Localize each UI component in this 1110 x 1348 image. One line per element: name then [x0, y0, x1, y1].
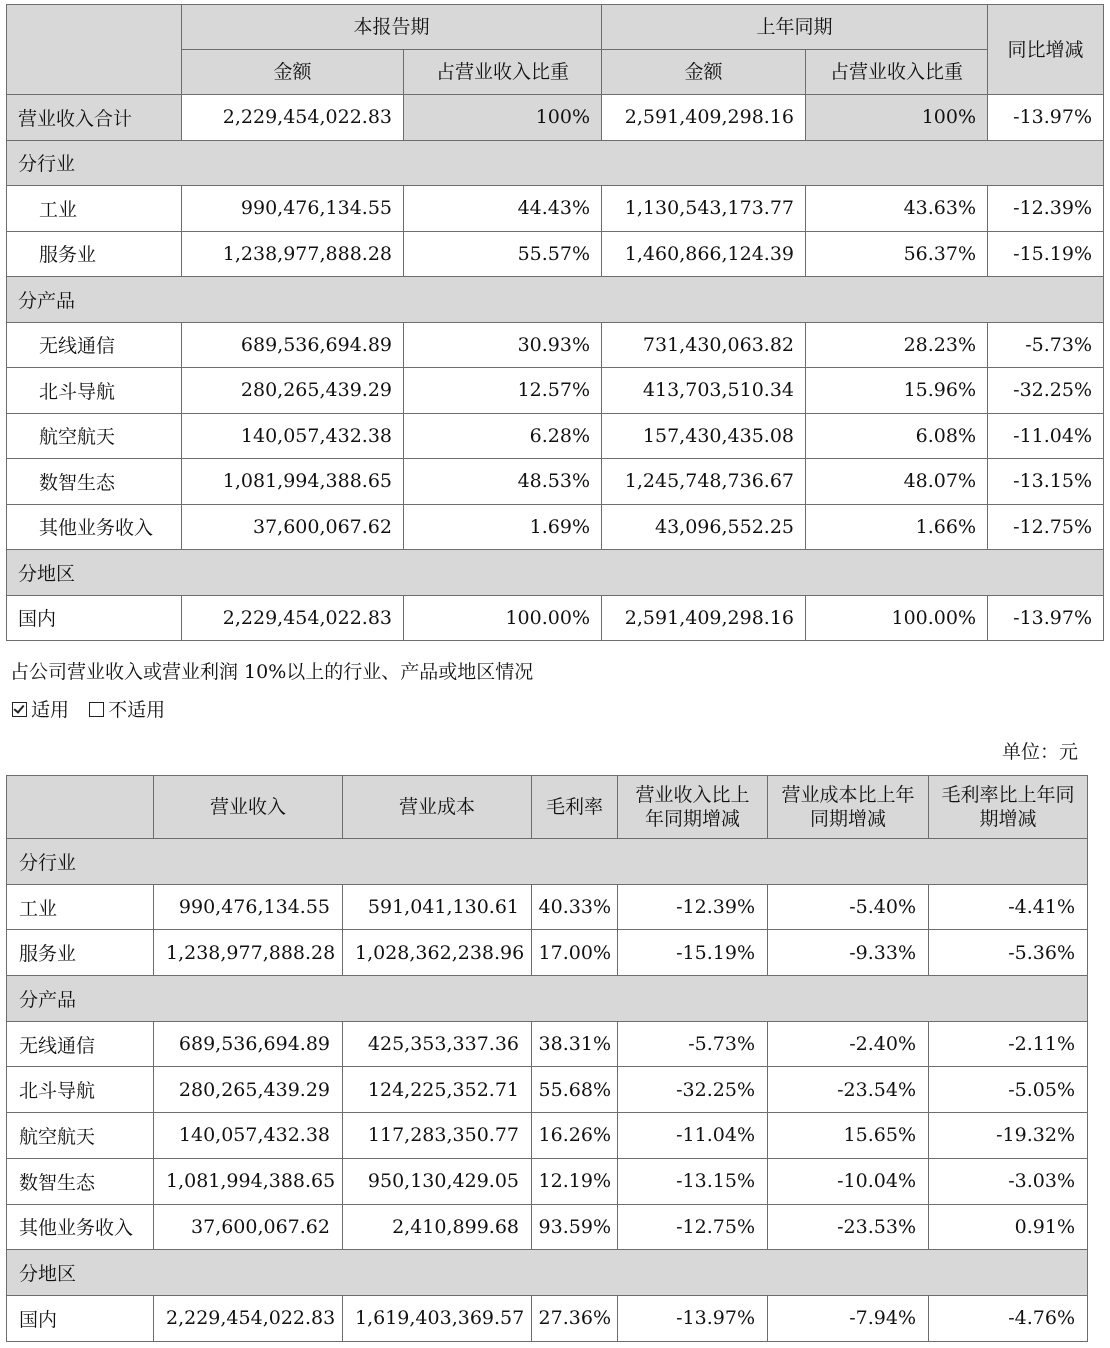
- revenue-cell: 689,536,694.89: [154, 1021, 343, 1067]
- margin-cell: 40.33%: [532, 884, 618, 930]
- gross-margin-table: [6, 775, 1088, 1342]
- corner-header: [7, 5, 182, 95]
- margin-yoy-cell: -3.03%: [929, 1158, 1088, 1204]
- prev-amount-cell: 43,096,552.25: [602, 504, 806, 550]
- cur-amount-cell: 1,081,994,388.65: [182, 459, 404, 505]
- row-label: 航空航天: [7, 413, 182, 459]
- prev-share-cell: 43.63%: [806, 186, 988, 232]
- table-row: [7, 413, 1104, 459]
- row-label: 国内: [7, 1295, 154, 1341]
- corner-header: [7, 776, 154, 839]
- unit-label: 单位：元: [1001, 741, 1078, 763]
- row-label: 数智生态: [7, 459, 182, 505]
- prev-share-cell: 1.66%: [806, 504, 988, 550]
- section-title: 分行业: [7, 839, 1088, 885]
- revenue-cell: 1,081,994,388.65: [154, 1158, 343, 1204]
- row-label: 服务业: [7, 930, 154, 976]
- cost-yoy-cell: -5.40%: [768, 884, 929, 930]
- cost-yoy-cell: -23.53%: [768, 1204, 929, 1250]
- cur-share-cell: 6.28%: [404, 413, 602, 459]
- section-title: 分产品: [7, 277, 1104, 323]
- note-text: 占公司营业收入或营业利润 10%以上的行业、产品或地区情况: [10, 661, 534, 683]
- margin-header: 毛利率: [532, 776, 618, 839]
- prev-amount-cell: 157,430,435.08: [602, 413, 806, 459]
- section-title: 分产品: [7, 976, 1088, 1022]
- margin-yoy-cell: -5.05%: [929, 1067, 1088, 1113]
- table-row: [7, 1113, 1088, 1159]
- yoy-cell: -12.75%: [988, 504, 1104, 550]
- table-row: [7, 322, 1104, 368]
- margin-cell: 27.36%: [532, 1295, 618, 1341]
- table-row: [7, 1067, 1088, 1113]
- margin-cell: 93.59%: [532, 1204, 618, 1250]
- section-row: [7, 1250, 1088, 1296]
- table-row: [7, 930, 1088, 976]
- row-label: 其他业务收入: [7, 504, 182, 550]
- prev-share-cell: 100%: [806, 95, 988, 141]
- cost-yoy-header: 营业成本比上年同期增减: [768, 776, 929, 839]
- margin-yoy-cell: -2.11%: [929, 1021, 1088, 1067]
- cur-amount-cell: 2,229,454,022.83: [182, 595, 404, 641]
- cost-yoy-cell: -23.54%: [768, 1067, 929, 1113]
- prev-amount-cell: 1,245,748,736.67: [602, 459, 806, 505]
- revenue-yoy-header: 营业收入比上年同期增减: [618, 776, 768, 839]
- row-label: 北斗导航: [7, 368, 182, 414]
- yoy-cell: -15.19%: [988, 231, 1104, 277]
- yoy-cell: -32.25%: [988, 368, 1104, 414]
- prev-share-cell: 100.00%: [806, 595, 988, 641]
- row-label: 航空航天: [7, 1113, 154, 1159]
- cur-amount-cell: 689,536,694.89: [182, 322, 404, 368]
- revenue-yoy-cell: -12.75%: [618, 1204, 768, 1250]
- prev-share-cell: 56.37%: [806, 231, 988, 277]
- table-row: [7, 459, 1104, 505]
- row-label: 无线通信: [7, 322, 182, 368]
- cost-cell: 950,130,429.05: [343, 1158, 532, 1204]
- revenue-cell: 37,600,067.62: [154, 1204, 343, 1250]
- prior-share-header: 占营业收入比重: [806, 50, 988, 95]
- margin-yoy-cell: -5.36%: [929, 930, 1088, 976]
- revenue-yoy-cell: -11.04%: [618, 1113, 768, 1159]
- prev-amount-cell: 1,460,866,124.39: [602, 231, 806, 277]
- cur-amount-cell: 990,476,134.55: [182, 186, 404, 232]
- prev-amount-cell: 2,591,409,298.16: [602, 595, 806, 641]
- table-row: [7, 1204, 1088, 1250]
- row-label: 北斗导航: [7, 1067, 154, 1113]
- table-row: [7, 1158, 1088, 1204]
- cost-cell: 425,353,337.36: [343, 1021, 532, 1067]
- applicable-checkbox-icon[interactable]: [12, 702, 27, 717]
- cost-yoy-cell: -9.33%: [768, 930, 929, 976]
- prev-share-cell: 6.08%: [806, 413, 988, 459]
- revenue-yoy-cell: -32.25%: [618, 1067, 768, 1113]
- section-row: [7, 839, 1088, 885]
- row-label: 无线通信: [7, 1021, 154, 1067]
- not-applicable-label: 不适用: [108, 699, 166, 721]
- row-label: 工业: [7, 186, 182, 232]
- margin-yoy-cell: -4.41%: [929, 884, 1088, 930]
- cost-yoy-cell: -7.94%: [768, 1295, 929, 1341]
- revenue-cell: 2,229,454,022.83: [154, 1295, 343, 1341]
- margin-cell: 16.26%: [532, 1113, 618, 1159]
- cost-cell: 2,410,899.68: [343, 1204, 532, 1250]
- table-row: [7, 231, 1104, 277]
- section-row: [7, 550, 1104, 596]
- section-row: [7, 277, 1104, 323]
- prev-share-cell: 28.23%: [806, 322, 988, 368]
- cur-amount-cell: 2,229,454,022.83: [182, 95, 404, 141]
- margin-cell: 38.31%: [532, 1021, 618, 1067]
- margin-cell: 55.68%: [532, 1067, 618, 1113]
- cost-cell: 591,041,130.61: [343, 884, 532, 930]
- margin-yoy-cell: 0.91%: [929, 1204, 1088, 1250]
- table-row: [7, 186, 1104, 232]
- yoy-cell: -13.15%: [988, 459, 1104, 505]
- cost-yoy-cell: 15.65%: [768, 1113, 929, 1159]
- cost-cell: 1,028,362,238.96: [343, 930, 532, 976]
- cur-share-cell: 100%: [404, 95, 602, 141]
- revenue-yoy-cell: -5.73%: [618, 1021, 768, 1067]
- row-label: 工业: [7, 884, 154, 930]
- table-row: [7, 884, 1088, 930]
- prev-amount-cell: 1,130,543,173.77: [602, 186, 806, 232]
- applicable-label: 适用: [31, 699, 70, 721]
- cur-amount-cell: 280,265,439.29: [182, 368, 404, 414]
- prev-amount-cell: 413,703,510.34: [602, 368, 806, 414]
- cur-share-cell: 44.43%: [404, 186, 602, 232]
- row-label: 国内: [7, 595, 182, 641]
- cur-amount-cell: 140,057,432.38: [182, 413, 404, 459]
- margin-yoy-cell: -4.76%: [929, 1295, 1088, 1341]
- margin-cell: 17.00%: [532, 930, 618, 976]
- applicability-options: [10, 695, 165, 722]
- section-title: 分行业: [7, 140, 1104, 186]
- section-row: [7, 976, 1088, 1022]
- margin-cell: 12.19%: [532, 1158, 618, 1204]
- yoy-cell: -13.97%: [988, 95, 1104, 141]
- yoy-cell: -13.97%: [988, 595, 1104, 641]
- cur-share-cell: 30.93%: [404, 322, 602, 368]
- yoy-change-header: 同比增减: [988, 5, 1104, 95]
- cur-share-cell: 55.57%: [404, 231, 602, 277]
- cur-amount-cell: 1,238,977,888.28: [182, 231, 404, 277]
- not-applicable-checkbox-icon[interactable]: [89, 702, 104, 717]
- revenue-composition-table: [6, 4, 1104, 641]
- prev-share-cell: 48.07%: [806, 459, 988, 505]
- revenue-cell: 1,238,977,888.28: [154, 930, 343, 976]
- margin-yoy-cell: -19.32%: [929, 1113, 1088, 1159]
- cost-header: 营业成本: [343, 776, 532, 839]
- current-amount-header: 金额: [182, 50, 404, 95]
- margin-yoy-header: 毛利率比上年同期增减: [929, 776, 1088, 839]
- cur-share-cell: 48.53%: [404, 459, 602, 505]
- revenue-header: 营业收入: [154, 776, 343, 839]
- section-title: 分地区: [7, 550, 1104, 596]
- table-row: [7, 595, 1104, 641]
- current-period-header: 本报告期: [182, 5, 602, 50]
- row-label: 营业收入合计: [7, 95, 182, 141]
- prev-amount-cell: 2,591,409,298.16: [602, 95, 806, 141]
- table-row: [7, 368, 1104, 414]
- section-title: 分地区: [7, 1250, 1088, 1296]
- yoy-cell: -11.04%: [988, 413, 1104, 459]
- prev-amount-cell: 731,430,063.82: [602, 322, 806, 368]
- revenue-yoy-cell: -12.39%: [618, 884, 768, 930]
- revenue-cell: 280,265,439.29: [154, 1067, 343, 1113]
- revenue-yoy-cell: -13.15%: [618, 1158, 768, 1204]
- revenue-yoy-cell: -15.19%: [618, 930, 768, 976]
- revenue-cell: 990,476,134.55: [154, 884, 343, 930]
- prior-amount-header: 金额: [602, 50, 806, 95]
- table-row: [7, 1295, 1088, 1341]
- table-row: [7, 1021, 1088, 1067]
- prior-period-header: 上年同期: [602, 5, 988, 50]
- revenue-cell: 140,057,432.38: [154, 1113, 343, 1159]
- cur-amount-cell: 37,600,067.62: [182, 504, 404, 550]
- table-row: [7, 504, 1104, 550]
- cur-share-cell: 12.57%: [404, 368, 602, 414]
- row-label: 数智生态: [7, 1158, 154, 1204]
- cur-share-cell: 1.69%: [404, 504, 602, 550]
- cost-cell: 117,283,350.77: [343, 1113, 532, 1159]
- cost-yoy-cell: -2.40%: [768, 1021, 929, 1067]
- row-label: 其他业务收入: [7, 1204, 154, 1250]
- total-row: [7, 95, 1104, 141]
- revenue-yoy-cell: -13.97%: [618, 1295, 768, 1341]
- current-share-header: 占营业收入比重: [404, 50, 602, 95]
- cost-yoy-cell: -10.04%: [768, 1158, 929, 1204]
- row-label: 服务业: [7, 231, 182, 277]
- cost-cell: 124,225,352.71: [343, 1067, 532, 1113]
- cost-cell: 1,619,403,369.57: [343, 1295, 532, 1341]
- prev-share-cell: 15.96%: [806, 368, 988, 414]
- section-row: [7, 140, 1104, 186]
- yoy-cell: -5.73%: [988, 322, 1104, 368]
- yoy-cell: -12.39%: [988, 186, 1104, 232]
- cur-share-cell: 100.00%: [404, 595, 602, 641]
